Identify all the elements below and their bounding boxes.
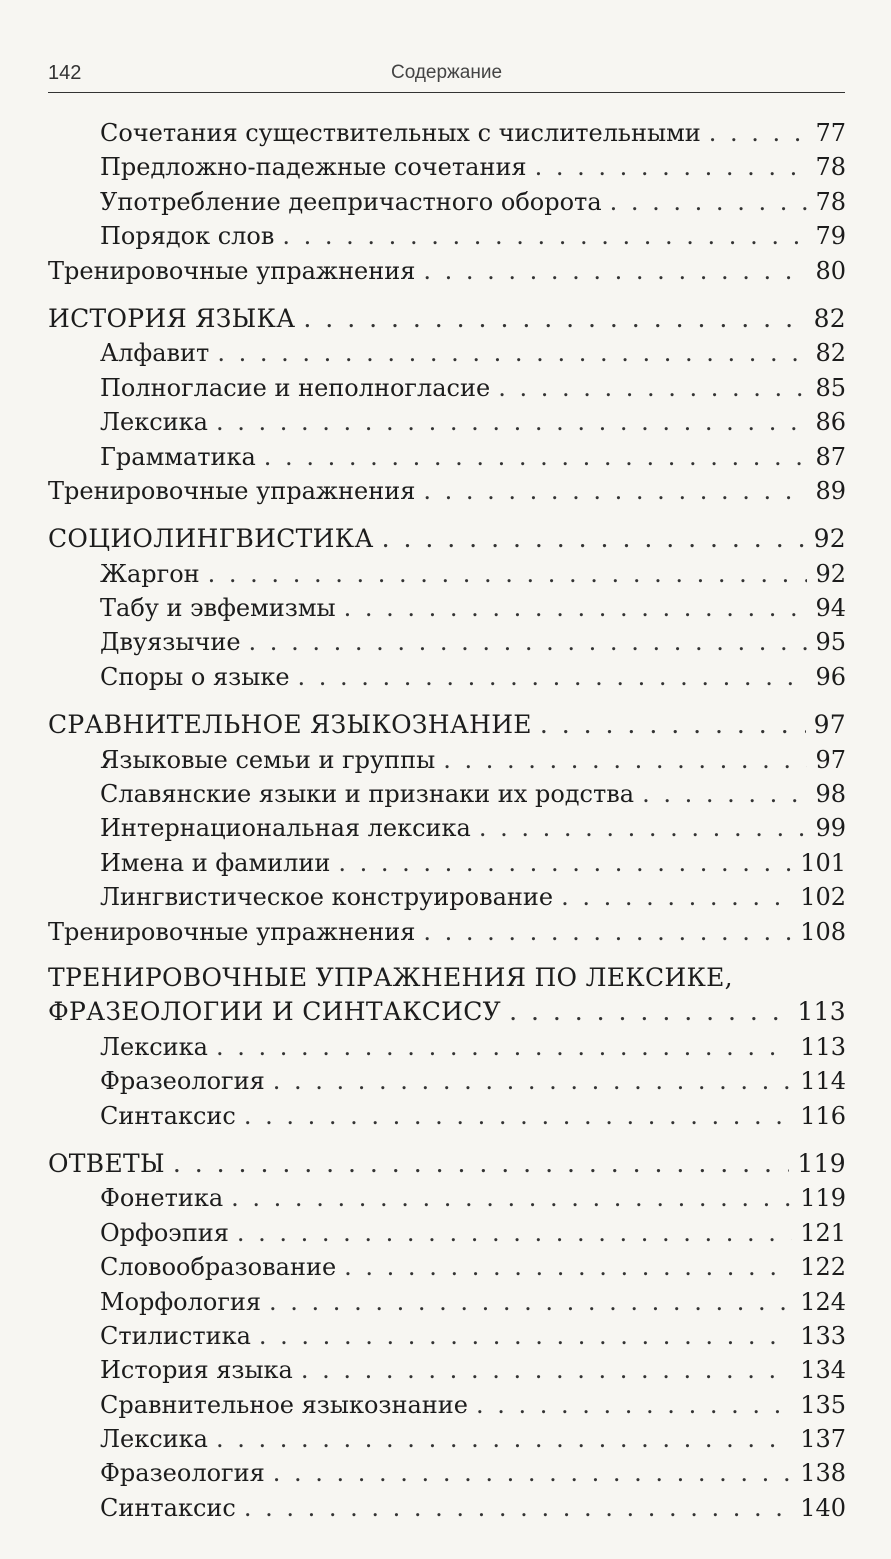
toc-entry <box>48 1353 846 1387</box>
toc-entry <box>48 1250 846 1284</box>
dot-leader <box>344 1250 792 1284</box>
toc-entry-label: Сочетания существительных с числительными <box>100 119 701 147</box>
toc-entry-page: 113 <box>800 1032 846 1061</box>
toc-section-heading <box>48 522 846 556</box>
dot-leader <box>509 995 789 1029</box>
toc-entry-label: Тренировочные упражнения <box>48 256 416 285</box>
toc-entry-page: 97 <box>813 710 846 740</box>
toc-section-heading <box>48 708 846 742</box>
toc-entry-label: Имена и фамилии <box>100 848 331 877</box>
toc-entry-label: Словообразование <box>100 1253 337 1282</box>
toc-entry-label: Жаргон <box>100 559 200 588</box>
toc-entry <box>48 1181 846 1215</box>
toc-entry-page: 135 <box>800 1390 846 1419</box>
dot-leader <box>173 1147 790 1181</box>
dot-leader <box>423 915 792 949</box>
toc-entry-page: 101 <box>800 848 846 877</box>
toc-entry-page: 113 <box>797 997 846 1027</box>
dot-leader <box>479 811 808 845</box>
toc-entry <box>48 625 846 659</box>
toc-entry <box>48 185 846 219</box>
toc-entry-page: 98 <box>815 780 846 809</box>
toc-entry-label: Синтаксис <box>100 1101 236 1130</box>
toc-entry-page: 95 <box>815 628 846 657</box>
toc-entry <box>48 116 846 150</box>
toc-entry-label: Тренировочные упражнения <box>48 476 416 505</box>
toc-entry-label: Лингвистическое конструирование <box>100 883 554 912</box>
toc-entry <box>48 219 846 253</box>
toc-entry <box>48 1099 846 1133</box>
toc-entry <box>48 880 846 914</box>
dot-leader <box>273 1064 792 1098</box>
dot-leader <box>259 1319 792 1353</box>
toc-entry-label: ОТВЕТЫ <box>48 1148 165 1178</box>
toc-entry <box>48 440 846 474</box>
toc-entry-page: 137 <box>800 1425 846 1454</box>
toc-entry-page: 82 <box>813 303 846 333</box>
toc-entry-page: 97 <box>815 745 846 774</box>
toc-entry-page: 96 <box>815 662 846 691</box>
toc-entry-page: 133 <box>800 1321 846 1350</box>
toc-entry-page: 124 <box>800 1287 846 1316</box>
toc-entry-label: Грамматика <box>100 442 256 471</box>
toc-entry-label: Славянские языки и признаки их родства <box>100 780 635 809</box>
dot-leader <box>382 522 806 556</box>
toc-entry-label: Интернациональная лексика <box>100 814 471 843</box>
dot-leader <box>535 150 808 184</box>
toc-entry <box>48 336 846 370</box>
dot-leader <box>642 777 807 811</box>
toc-entry-page: 108 <box>800 917 846 946</box>
toc-entry <box>48 1422 846 1456</box>
toc-entry-label: Алфавит <box>100 339 210 368</box>
dot-leader <box>249 625 808 659</box>
toc-entry <box>48 743 846 777</box>
toc-entry-label: Употребление деепричастного оборота <box>100 187 602 216</box>
toc-entry-label: Порядок слов <box>100 222 275 251</box>
toc-entry-page: 86 <box>815 408 846 437</box>
toc-entry-page: 79 <box>815 222 846 251</box>
toc-section-heading <box>48 1147 846 1181</box>
toc-entry-label: Стилистика <box>100 1321 251 1350</box>
toc-entry-label: Споры о языке <box>100 662 290 691</box>
toc-entry-label: Тренировочные упражнения <box>48 917 416 946</box>
table-of-contents <box>48 116 846 1525</box>
toc-entry-label: Фонетика <box>100 1184 224 1213</box>
toc-entry <box>48 405 846 439</box>
toc-entry-label: Языковые семьи и группы <box>100 745 436 774</box>
toc-entry-label: Лексика <box>100 1032 208 1061</box>
toc-entry-label: Предложно-падежные сочетания <box>100 153 527 182</box>
toc-entry-page: 122 <box>800 1253 846 1282</box>
toc-entry-label: Сравнительное языкознание <box>100 1390 468 1419</box>
dot-leader <box>540 708 806 742</box>
toc-entry-label: Фразеология <box>100 1067 265 1096</box>
toc-entry-page: 102 <box>800 883 846 912</box>
toc-entry <box>48 591 846 625</box>
dot-leader <box>423 474 807 508</box>
toc-entry-page: 99 <box>815 814 846 843</box>
dot-leader <box>237 1216 792 1250</box>
toc-entry-label: Фразеология <box>100 1459 265 1488</box>
toc-entry <box>48 811 846 845</box>
toc-entry-page: 78 <box>815 187 846 216</box>
dot-leader <box>423 254 807 288</box>
toc-entry <box>48 474 846 508</box>
dot-leader <box>216 405 807 439</box>
dot-leader <box>282 219 807 253</box>
toc-section-heading <box>48 995 846 1029</box>
toc-entry <box>48 1491 846 1525</box>
toc-entry-page: 85 <box>815 373 846 402</box>
toc-entry <box>48 1216 846 1250</box>
dot-leader <box>709 116 808 150</box>
toc-entry <box>48 846 846 880</box>
toc-entry-label: Морфология <box>100 1287 262 1316</box>
toc-entry <box>48 371 846 405</box>
toc-entry-page: 92 <box>815 559 846 588</box>
dot-leader <box>216 1030 792 1064</box>
toc-entry <box>48 1285 846 1319</box>
toc-entry-label: ИСТОРИЯ ЯЗЫКА <box>48 303 296 333</box>
dot-leader <box>244 1491 792 1525</box>
toc-entry <box>48 1388 846 1422</box>
toc-entry <box>48 254 846 288</box>
toc-entry-page: 89 <box>815 476 846 505</box>
toc-section-heading-line1: ТРЕНИРОВОЧНЫЕ УПРАЖНЕНИЯ ПО ЛЕКСИКЕ, <box>48 962 733 992</box>
toc-entry-page: 121 <box>800 1218 846 1247</box>
toc-entry-label: СОЦИОЛИНГВИСТИКА <box>48 524 374 554</box>
dot-leader <box>338 846 792 880</box>
toc-entry-page: 134 <box>800 1356 846 1385</box>
dot-leader <box>264 440 808 474</box>
dot-leader <box>303 302 805 336</box>
toc-entry <box>48 1064 846 1098</box>
toc-section-heading <box>48 302 846 336</box>
toc-entry <box>48 915 846 949</box>
dot-leader <box>298 660 808 694</box>
dot-leader <box>561 880 792 914</box>
toc-entry <box>48 150 846 184</box>
dot-leader <box>443 743 807 777</box>
toc-entry-page: 78 <box>815 153 846 182</box>
toc-entry-label: Табу и эвфемизмы <box>100 594 336 623</box>
running-title: Содержание <box>390 62 503 83</box>
toc-entry-page: 80 <box>815 256 846 285</box>
toc-entry-label: Лексика <box>100 408 208 437</box>
dot-leader <box>498 371 807 405</box>
toc-entry-page: 138 <box>800 1459 846 1488</box>
toc-entry-page: 140 <box>800 1493 846 1522</box>
toc-entry-page: 119 <box>797 1148 846 1178</box>
toc-entry-page: 87 <box>815 442 846 471</box>
toc-entry <box>48 557 846 591</box>
toc-entry-page: 82 <box>815 339 846 368</box>
page-number: 142 <box>48 62 82 84</box>
dot-leader <box>216 1422 792 1456</box>
toc-entry <box>48 1319 846 1353</box>
dot-leader <box>273 1456 792 1490</box>
toc-entry-page: 114 <box>800 1067 846 1096</box>
toc-entry <box>48 777 846 811</box>
toc-entry-page: 119 <box>800 1184 846 1213</box>
dot-leader <box>610 185 808 219</box>
toc-entry <box>48 660 846 694</box>
toc-entry-label: Полногласие и неполногласие <box>100 373 491 402</box>
toc-entry-page: 77 <box>815 119 846 147</box>
toc-entry <box>48 1456 846 1490</box>
toc-entry <box>48 1030 846 1064</box>
page-header <box>48 58 845 93</box>
dot-leader <box>344 591 808 625</box>
toc-entry-label: ФРАЗЕОЛОГИИ И СИНТАКСИСУ <box>48 997 502 1027</box>
toc-entry-label: Синтаксис <box>100 1493 236 1522</box>
dot-leader <box>476 1388 792 1422</box>
dot-leader <box>301 1353 792 1387</box>
dot-leader <box>231 1181 792 1215</box>
dot-leader <box>217 336 807 370</box>
toc-entry-label: Лексика <box>100 1425 208 1454</box>
dot-leader <box>269 1285 792 1319</box>
dot-leader <box>208 557 808 591</box>
toc-entry-label: СРАВНИТЕЛЬНОЕ ЯЗЫКОЗНАНИЕ <box>48 710 532 740</box>
toc-entry-label: Двуязычие <box>100 628 241 657</box>
toc-entry-label: История языка <box>100 1356 293 1385</box>
toc-entry-page: 116 <box>800 1101 846 1130</box>
toc-entry-page: 92 <box>813 524 846 554</box>
toc-entry-label: Орфоэпия <box>100 1218 229 1247</box>
dot-leader <box>244 1099 792 1133</box>
toc-entry-page: 94 <box>815 594 846 623</box>
